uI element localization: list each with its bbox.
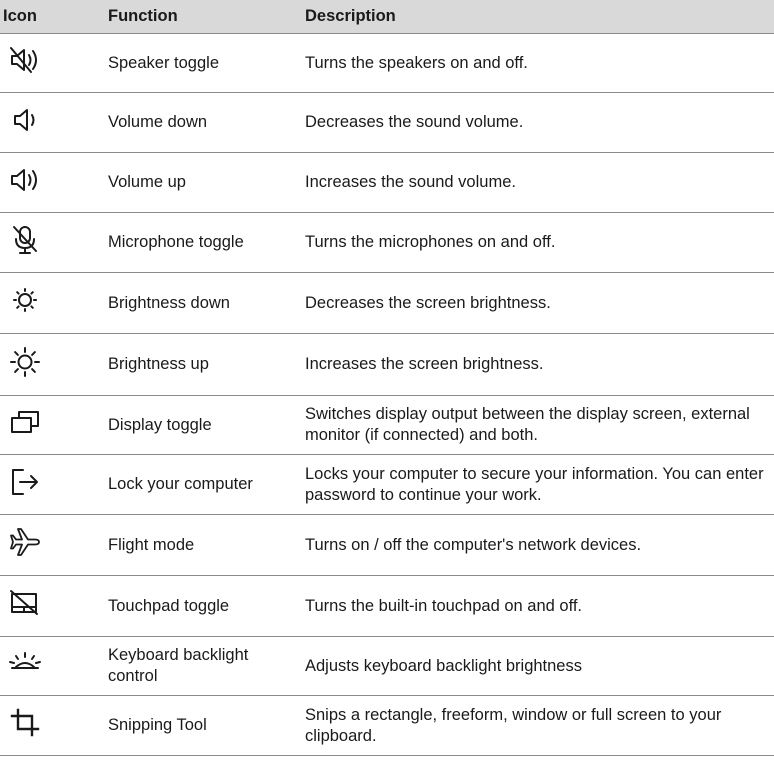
- display-toggle-icon: [8, 407, 42, 437]
- function-display-toggle: Display toggle: [104, 396, 302, 455]
- description-flight-mode: Turns on / off the computer's network devices.: [302, 515, 774, 576]
- table-row: [0, 34, 774, 93]
- table-row: [0, 455, 774, 515]
- lock-computer-icon: [8, 466, 42, 498]
- table-row: [0, 93, 774, 153]
- description-speaker-toggle: Turns the speakers on and off.: [302, 34, 774, 93]
- volume-down-icon: [8, 105, 42, 135]
- speaker-mute-icon: [8, 45, 42, 75]
- header-function: Function: [104, 0, 302, 34]
- description-lock-computer: Locks your computer to secure your information. You can enter password to continue your work.: [302, 455, 774, 515]
- table-row: [0, 334, 774, 396]
- header-description: Description: [302, 0, 774, 34]
- description-keyboard-backlight: Adjusts keyboard backlight brightness: [302, 637, 774, 696]
- function-touchpad-toggle: Touchpad toggle: [104, 576, 302, 637]
- header-icon: Icon: [0, 0, 104, 34]
- description-brightness-down: Decreases the screen brightness.: [302, 273, 774, 334]
- brightness-down-icon: [8, 285, 42, 315]
- description-brightness-up: Increases the screen brightness.: [302, 334, 774, 396]
- crop-icon: [8, 707, 42, 739]
- description-volume-up: Increases the sound volume.: [302, 153, 774, 213]
- table-row: [0, 213, 774, 273]
- table-row: [0, 273, 774, 334]
- table-row: [0, 396, 774, 455]
- volume-up-icon: [8, 165, 42, 195]
- microphone-mute-icon: [8, 224, 42, 256]
- table-row: [0, 696, 774, 756]
- function-brightness-up: Brightness up: [104, 334, 302, 396]
- function-brightness-down: Brightness down: [104, 273, 302, 334]
- table-header-row: [0, 0, 774, 34]
- table-row: [0, 637, 774, 696]
- description-touchpad-toggle: Turns the built-in touchpad on and off.: [302, 576, 774, 637]
- touchpad-toggle-icon: [8, 588, 42, 618]
- function-volume-up: Volume up: [104, 153, 302, 213]
- table-row: [0, 153, 774, 213]
- description-display-toggle: Switches display output between the display screen, external monitor (if connected) and both.: [302, 396, 774, 455]
- function-speaker-toggle: Speaker toggle: [104, 34, 302, 93]
- function-microphone-toggle: Microphone toggle: [104, 213, 302, 273]
- description-snipping-tool: Snips a rectangle, freeform, window or full screen to your clipboard.: [302, 696, 774, 756]
- function-keyboard-backlight: Keyboard backlight control: [104, 637, 302, 696]
- function-lock-computer: Lock your computer: [104, 455, 302, 515]
- keyboard-backlight-icon: [6, 648, 44, 678]
- function-snipping-tool: Snipping Tool: [104, 696, 302, 756]
- table-row: [0, 515, 774, 576]
- description-microphone-toggle: Turns the microphones on and off.: [302, 213, 774, 273]
- function-flight-mode: Flight mode: [104, 515, 302, 576]
- function-volume-down: Volume down: [104, 93, 302, 153]
- table-row: [0, 576, 774, 637]
- description-volume-down: Decreases the sound volume.: [302, 93, 774, 153]
- brightness-up-icon: [8, 346, 42, 378]
- airplane-icon: [8, 526, 42, 558]
